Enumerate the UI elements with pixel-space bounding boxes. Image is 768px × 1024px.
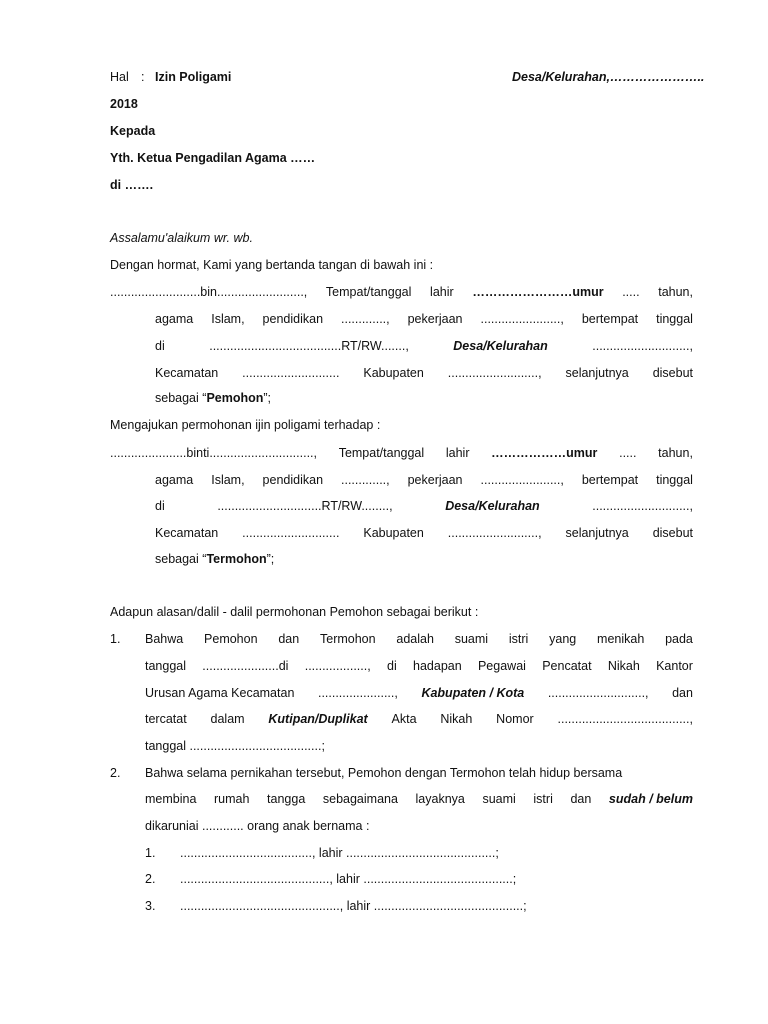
place-date: Desa/Kelurahan,………………….. xyxy=(512,70,705,84)
subject: Izin Poligami xyxy=(155,70,232,84)
pemohon-line-1 xyxy=(110,285,693,299)
text: ......................................, xyxy=(557,712,693,726)
text: Pemohon xyxy=(204,632,258,646)
text: selanjutnya xyxy=(565,526,629,540)
text: ......................binti.............................., xyxy=(110,446,317,460)
text: selanjutnya xyxy=(565,366,629,380)
text: Nikah xyxy=(440,712,473,726)
text: sebagaimana xyxy=(322,792,398,806)
text: dan xyxy=(278,632,300,646)
text: agama xyxy=(155,473,194,487)
text: Urusan Agama Kecamatan xyxy=(145,686,295,700)
text: ............................, xyxy=(547,686,649,700)
text: membina xyxy=(145,792,197,806)
text: ..... xyxy=(619,446,637,460)
child-3-number: 3. xyxy=(145,899,156,913)
text: Tempat/tanggal xyxy=(338,446,425,460)
alasan-heading: Adapun alasan/dalil - dalil permohonan Pemohon sebagai berikut : xyxy=(110,605,479,619)
termohon-line-5 xyxy=(155,552,274,566)
text: ”; xyxy=(263,391,272,405)
child-2-number: 2. xyxy=(145,872,156,886)
text: dan xyxy=(672,686,693,700)
text: Bahwa xyxy=(145,632,184,646)
text: Kabupaten xyxy=(363,366,424,380)
text: tahun, xyxy=(658,285,693,299)
text: suami xyxy=(454,632,489,646)
text: ..............................RT/RW........, xyxy=(217,499,393,513)
child-2-text: ..........................................., lahir ...........................................; xyxy=(180,872,517,886)
text: suami xyxy=(482,792,516,806)
text: Kecamatan xyxy=(155,526,219,540)
text: sudah / belum xyxy=(608,792,693,806)
child-1-text: ......................................, lahir ...........................................; xyxy=(180,846,499,860)
text: pendidikan xyxy=(262,312,324,326)
text: ......................., xyxy=(480,312,564,326)
text: ”; xyxy=(266,552,275,566)
text: ………………umur xyxy=(491,446,598,460)
text: lahir xyxy=(445,446,470,460)
text: bertempat xyxy=(581,473,639,487)
year: 2018 xyxy=(110,97,138,111)
text: yang xyxy=(549,632,577,646)
text: Tempat/tanggal xyxy=(325,285,412,299)
text: tinggal xyxy=(656,312,693,326)
text: lahir xyxy=(430,285,454,299)
text: rumah xyxy=(214,792,250,806)
text: tahun, xyxy=(658,446,693,460)
hal-label: Hal xyxy=(110,70,129,84)
termohon-term: Termohon xyxy=(206,552,267,566)
text: pekerjaan xyxy=(407,473,463,487)
text: ......................., xyxy=(480,473,564,487)
text: .........................., xyxy=(447,366,542,380)
text: pada xyxy=(665,632,693,646)
text: Kecamatan xyxy=(155,366,219,380)
text: .........................., xyxy=(447,526,542,540)
text: Kutipan/Duplikat xyxy=(268,712,368,726)
text: Akta xyxy=(391,712,417,726)
text: menikah xyxy=(597,632,645,646)
termohon-line-3 xyxy=(155,499,693,513)
text: sebagai “ xyxy=(155,552,207,566)
text: Nomor xyxy=(496,712,534,726)
kepada: Kepada xyxy=(110,124,156,138)
intro-text: Dengan hormat, Kami yang bertanda tangan di bawah ini : xyxy=(110,258,434,272)
item-1-line-3 xyxy=(145,686,693,700)
text: Kabupaten xyxy=(363,526,424,540)
text: adalah xyxy=(396,632,434,646)
pemohon-line-3 xyxy=(155,339,693,353)
text: Kantor xyxy=(656,659,693,673)
text: Termohon xyxy=(320,632,376,646)
text: pekerjaan xyxy=(407,312,463,326)
text: Bahwa selama pernikahan tersebut, Pemohon dengan Termohon telah hidup bersama xyxy=(145,766,623,780)
text: ............................, xyxy=(592,499,693,513)
text: ............................ xyxy=(242,366,340,380)
pemohon-term: Pemohon xyxy=(206,391,264,405)
text: istri xyxy=(508,632,529,646)
text: ............................ xyxy=(242,526,340,540)
item-1-line-2 xyxy=(145,659,693,673)
text: Kabupaten / Kota xyxy=(421,686,525,700)
text: hadapan xyxy=(413,659,462,673)
text: Islam, xyxy=(211,312,245,326)
item-2-line-1 xyxy=(145,766,693,780)
text: Pegawai xyxy=(477,659,526,673)
text: disebut xyxy=(652,366,693,380)
text: Nikah xyxy=(607,659,640,673)
child-3-text: .............................................., lahir ...........................................; xyxy=(180,899,527,913)
text: disebut xyxy=(652,526,693,540)
recipient-di: di ……. xyxy=(110,178,154,192)
pemohon-line-5 xyxy=(155,391,271,405)
item-1-line-1 xyxy=(145,632,693,646)
text: tercatat xyxy=(145,712,187,726)
mengajukan-text: Mengajukan permohonan ijin poligami terhadap : xyxy=(110,418,381,432)
text: ..........................bin........................., xyxy=(110,285,308,299)
termohon-line-4 xyxy=(155,526,693,540)
child-1-number: 1. xyxy=(145,846,156,860)
text: ............., xyxy=(341,473,390,487)
item-2-line-2 xyxy=(145,792,693,806)
item-2-line-3: dikaruniai ............ orang anak bernama : xyxy=(145,819,370,833)
pemohon-line-4 xyxy=(155,366,693,380)
greeting: Assalamu'alaikum wr. wb. xyxy=(110,231,253,245)
text: ............................, xyxy=(592,339,693,353)
text: Pencatat xyxy=(542,659,592,673)
text: layaknya xyxy=(415,792,465,806)
text: .................., xyxy=(304,659,371,673)
text: tanggal xyxy=(145,659,187,673)
text: Desa/Kelurahan xyxy=(453,339,548,353)
text: ............., xyxy=(341,312,390,326)
text: ......................................RT/RW......., xyxy=(209,339,409,353)
text: ……………………umur xyxy=(472,285,604,299)
text: bertempat xyxy=(581,312,639,326)
text: sebagai “ xyxy=(155,391,207,405)
text: Islam, xyxy=(211,473,245,487)
pemohon-line-2 xyxy=(155,312,693,326)
text: tinggal xyxy=(656,473,693,487)
recipient-yth: Yth. Ketua Pengadilan Agama …… xyxy=(110,151,316,165)
text: istri xyxy=(533,792,553,806)
text: agama xyxy=(155,312,194,326)
text: tangga xyxy=(267,792,306,806)
item-2-number: 2. xyxy=(110,766,121,780)
text: Desa/Kelurahan xyxy=(445,499,540,513)
item-1-line-4 xyxy=(145,712,693,726)
item-1-number: 1. xyxy=(110,632,121,646)
hal-colon: : xyxy=(141,70,145,84)
text: di xyxy=(155,499,165,513)
text: ..... xyxy=(622,285,640,299)
text: ......................, xyxy=(317,686,398,700)
text: di xyxy=(155,339,165,353)
text: ......................di xyxy=(202,659,289,673)
termohon-line-2 xyxy=(155,473,693,487)
text: di xyxy=(387,659,397,673)
text: pendidikan xyxy=(262,473,324,487)
termohon-line-1 xyxy=(110,446,693,460)
item-1-line-5: tanggal ......................................; xyxy=(145,739,325,753)
text: dan xyxy=(570,792,592,806)
text: dalam xyxy=(210,712,245,726)
